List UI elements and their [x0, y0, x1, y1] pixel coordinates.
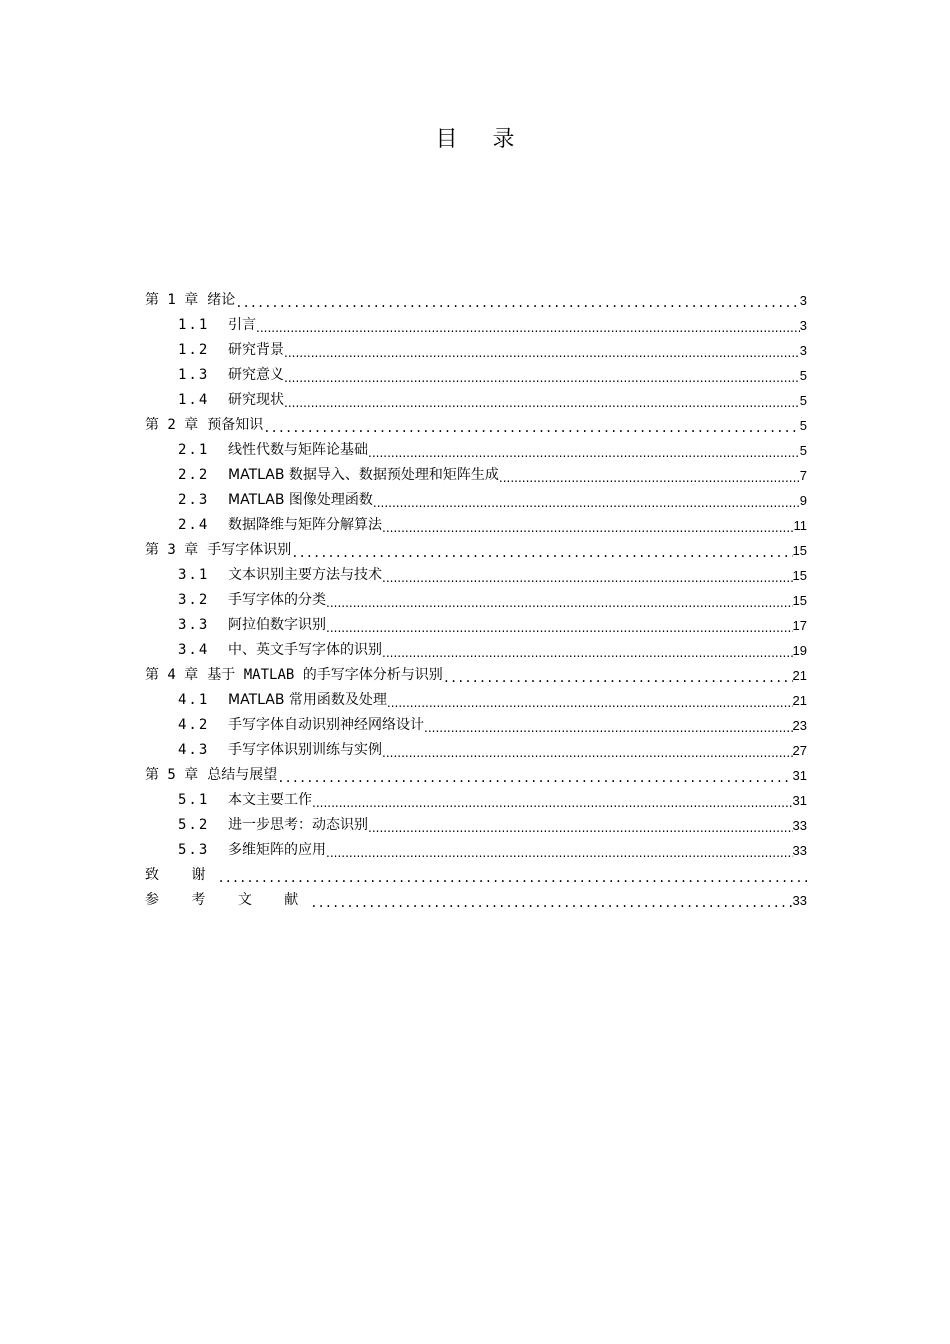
section-title: 引言	[228, 317, 256, 333]
section-number: 3.2	[178, 592, 210, 608]
acknowledgements-title: 致 谢	[145, 867, 218, 883]
toc-section[interactable]	[145, 688, 807, 713]
dot-leader	[499, 463, 800, 488]
section-title: 研究意义	[228, 367, 284, 383]
dot-leader	[284, 363, 800, 388]
section-title: 阿拉伯数字识别	[228, 617, 326, 633]
dot-leader	[310, 888, 792, 913]
dot-leader	[387, 688, 793, 713]
page-number: 15	[792, 543, 807, 558]
toc-section[interactable]	[145, 363, 807, 388]
toc-section[interactable]	[145, 588, 807, 613]
section-number: 4.2	[178, 717, 210, 733]
chapter-title: 总结与展望	[207, 767, 278, 783]
page-number: 3	[799, 343, 807, 358]
dot-leader	[326, 838, 793, 863]
toc-references[interactable]	[145, 888, 807, 913]
dot-leader	[217, 863, 807, 888]
section-title: 文本识别主要方法与技术	[228, 567, 382, 583]
section-number: 1.4	[178, 392, 210, 408]
toc-section[interactable]	[145, 338, 807, 363]
page-number: 33	[792, 818, 807, 833]
toc-section[interactable]	[145, 613, 807, 638]
toc-section[interactable]	[145, 713, 807, 738]
dot-leader	[443, 663, 793, 688]
page-number: 11	[793, 518, 807, 533]
section-title: 多维矩阵的应用	[228, 842, 326, 858]
section-number: 5.1	[178, 792, 210, 808]
section-number: 4.3	[178, 742, 210, 758]
dot-leader	[277, 763, 792, 788]
section-number: 4.1	[178, 692, 210, 708]
section-number: 2.1	[178, 442, 210, 458]
section-title: MATLAB 图像处理函数	[228, 492, 373, 508]
toc-section[interactable]	[145, 563, 807, 588]
toc-section[interactable]	[145, 388, 807, 413]
section-title: 线性代数与矩阵论基础	[228, 442, 368, 458]
chapter-number: 第 3 章	[145, 542, 199, 558]
page-number: 21	[792, 693, 807, 708]
toc-title: 目 录	[435, 127, 529, 152]
toc-section[interactable]	[145, 838, 807, 863]
dot-leader	[291, 538, 792, 563]
dot-leader	[326, 613, 793, 638]
section-title: 数据降维与矩阵分解算法	[228, 517, 382, 533]
section-number: 3.4	[178, 642, 210, 658]
page-number: 7	[799, 468, 807, 483]
chapter-number: 第 1 章	[145, 292, 199, 308]
page-number: 5	[799, 393, 807, 408]
dot-leader	[382, 563, 793, 588]
dot-leader	[235, 288, 799, 313]
dot-leader	[382, 513, 794, 538]
dot-leader	[263, 413, 799, 438]
page-number: 19	[792, 643, 807, 658]
page-number: 3	[799, 293, 807, 308]
toc-section[interactable]	[145, 513, 807, 538]
section-number: 5.3	[178, 842, 210, 858]
page-number: 31	[792, 768, 807, 783]
section-title: MATLAB 常用函数及处理	[228, 692, 387, 708]
chapter-title: 手写字体识别	[207, 542, 292, 558]
page-number: 5	[799, 418, 807, 433]
dot-leader	[382, 638, 793, 663]
toc-acknowledgements[interactable]	[145, 863, 807, 888]
dot-leader	[368, 438, 800, 463]
page-number: 17	[792, 618, 807, 633]
toc-chapter[interactable]	[145, 288, 807, 313]
dot-leader	[326, 588, 793, 613]
toc-chapter[interactable]	[145, 413, 807, 438]
dot-leader	[256, 313, 800, 338]
page-number: 15	[792, 568, 807, 583]
references-title: 参 考 文 献	[145, 892, 311, 908]
toc-chapter[interactable]	[145, 763, 807, 788]
page-number: 5	[799, 443, 807, 458]
toc-section[interactable]	[145, 638, 807, 663]
toc-section[interactable]	[145, 488, 807, 513]
chapter-number: 第 5 章	[145, 767, 199, 783]
section-title: 手写字体的分类	[228, 592, 326, 608]
page-number: 9	[799, 493, 807, 508]
table-of-contents	[145, 288, 807, 913]
page-number: 23	[792, 718, 807, 733]
section-title: MATLAB 数据导入、数据预处理和矩阵生成	[228, 467, 499, 483]
toc-chapter[interactable]	[145, 663, 807, 688]
section-title: 中、英文手写字体的识别	[228, 642, 382, 658]
section-number: 1.3	[178, 367, 210, 383]
section-title: 研究背景	[228, 342, 284, 358]
section-number: 2.4	[178, 517, 210, 533]
section-number: 2.3	[178, 492, 210, 508]
chapter-number: 第 2 章	[145, 417, 199, 433]
section-title: 进一步思考：动态识别	[228, 817, 368, 833]
dot-leader	[284, 388, 800, 413]
section-number: 3.3	[178, 617, 210, 633]
section-number: 1.1	[178, 317, 210, 333]
chapter-title: 预备知识	[207, 417, 264, 433]
section-title: 研究现状	[228, 392, 284, 408]
section-number: 2.2	[178, 467, 210, 483]
section-number: 1.2	[178, 342, 210, 358]
toc-section[interactable]	[145, 463, 807, 488]
section-title: 手写字体自动识别神经网络设计	[228, 717, 424, 733]
section-title: 手写字体识别训练与实例	[228, 742, 382, 758]
dot-leader	[284, 338, 800, 363]
toc-chapter[interactable]	[145, 538, 807, 563]
page-number: 33	[792, 893, 807, 908]
page-number: 31	[792, 793, 807, 808]
page-number: 5	[799, 368, 807, 383]
toc-section[interactable]	[145, 438, 807, 463]
page-number: 15	[792, 593, 807, 608]
toc-section[interactable]	[145, 813, 807, 838]
chapter-title: 基于 MATLAB 的手写字体分析与识别	[207, 667, 443, 683]
dot-leader	[424, 713, 793, 738]
chapter-title: 绪论	[207, 292, 236, 308]
section-number: 5.2	[178, 817, 210, 833]
toc-section[interactable]	[145, 738, 807, 763]
page-number: 3	[799, 318, 807, 333]
section-number: 3.1	[178, 567, 210, 583]
section-title: 本文主要工作	[228, 792, 312, 808]
page-number: 33	[792, 843, 807, 858]
chapter-number: 第 4 章	[145, 667, 199, 683]
page-number: 27	[792, 743, 807, 758]
dot-leader	[368, 813, 793, 838]
toc-section[interactable]	[145, 788, 807, 813]
page-number: 21	[792, 668, 807, 683]
dot-leader	[382, 738, 793, 763]
toc-section[interactable]	[145, 313, 807, 338]
dot-leader	[312, 788, 793, 813]
dot-leader	[373, 488, 800, 513]
